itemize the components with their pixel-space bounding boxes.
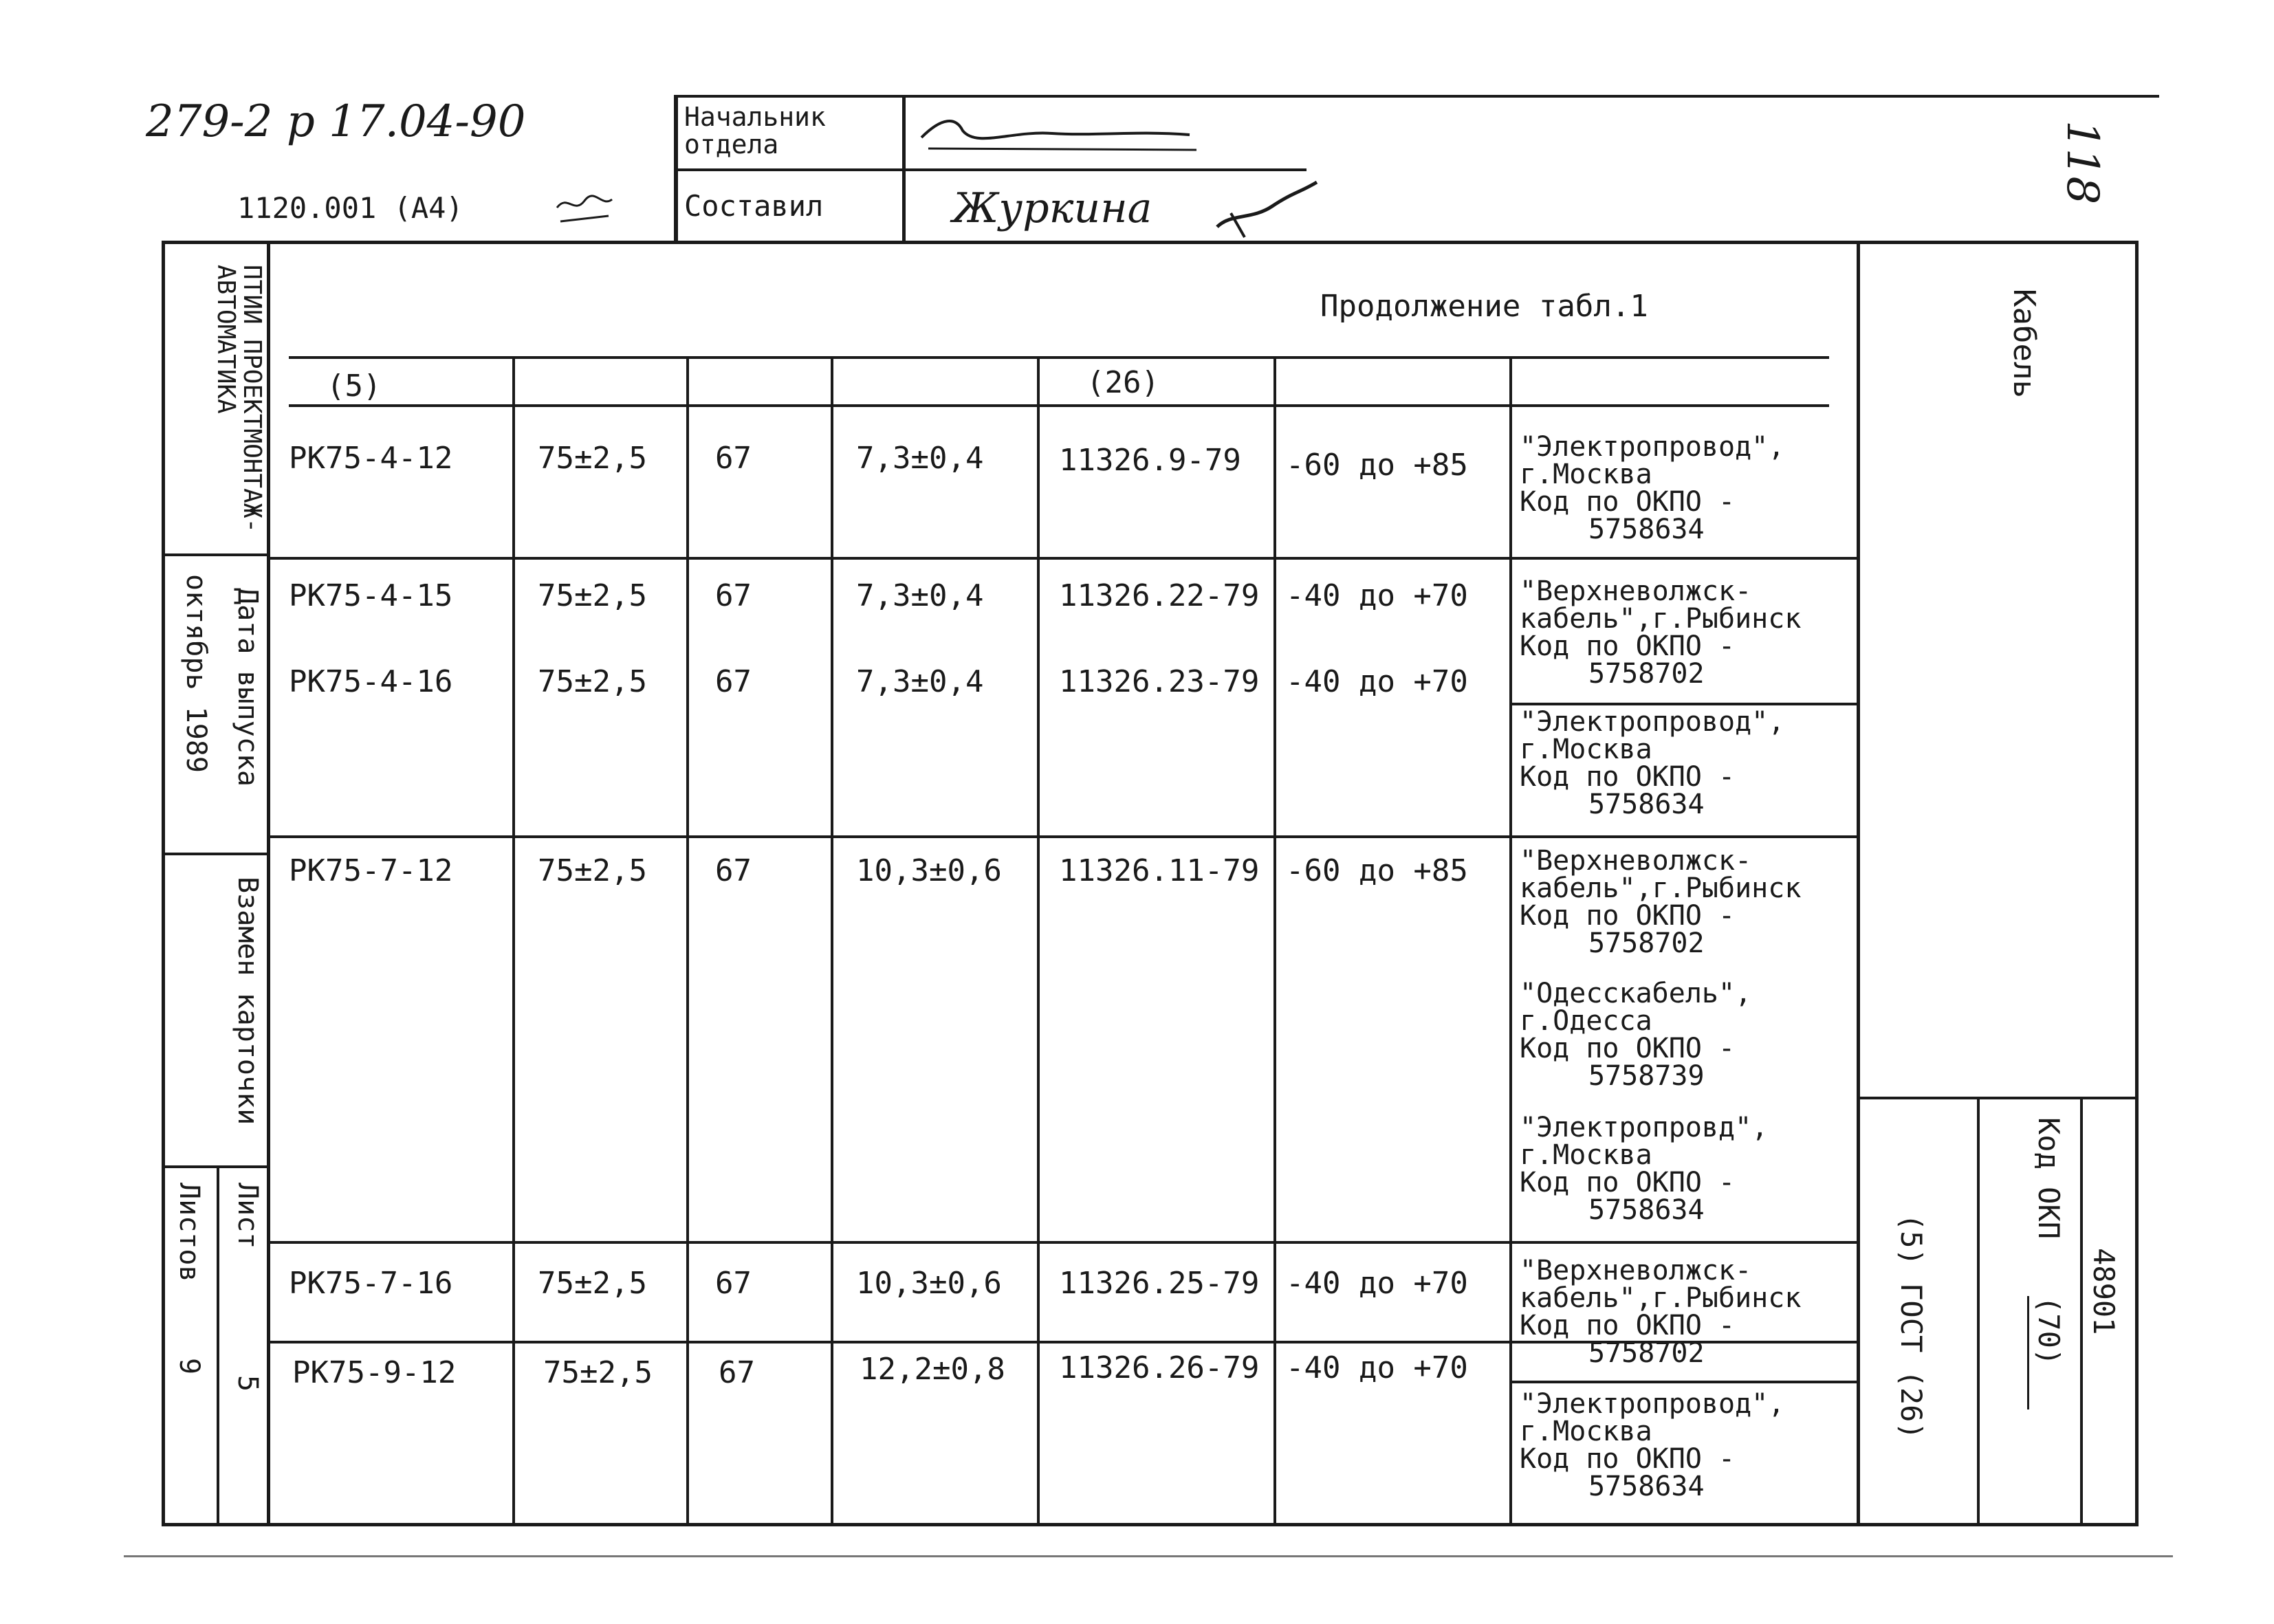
table-header-rule xyxy=(289,404,1829,407)
table-row-6-impedance: 75±2,5 xyxy=(543,1355,653,1390)
table-top-rule xyxy=(289,356,1829,359)
sheets-label: Листов xyxy=(173,1183,205,1282)
frame-right xyxy=(2135,241,2139,1526)
column-ref-spec: (26) xyxy=(1086,365,1159,400)
okp-code-underline xyxy=(2027,1296,2029,1409)
manufacturer-line: "Электропровод", xyxy=(1520,706,1785,738)
head-of-department-signature xyxy=(915,110,1203,158)
header-top-line xyxy=(674,95,2159,98)
right-margin-v1 xyxy=(1977,1097,1980,1526)
handwritten-reference: 279-2 р 17.04-90 xyxy=(146,96,526,147)
table-row-4-temp: -60 до +85 xyxy=(1286,853,1468,888)
table-row-5-temp: -40 до +70 xyxy=(1286,1266,1468,1301)
left-margin-divider xyxy=(267,241,270,1526)
manufacturer-line: г.Москва xyxy=(1520,1139,1652,1171)
table-row-5-col3: 67 xyxy=(715,1266,752,1301)
row-separator-2 xyxy=(268,835,1857,838)
manufacturer-line: г.Москва xyxy=(1520,1416,1652,1447)
table-row-1-temp: -60 до +85 xyxy=(1286,448,1468,483)
manufacturer-line: "Электропровод", xyxy=(1520,431,1785,463)
frame-left xyxy=(162,241,165,1526)
table-row-6-manufacturer-1 xyxy=(1520,1390,1784,1500)
sheet-value: 5 xyxy=(232,1375,263,1392)
table-row-6-spec: 11326.26-79 xyxy=(1059,1350,1260,1385)
gost-label: (5) ГОСТ (26) xyxy=(1894,1214,1928,1440)
table-row-1-diameter: 7,3±0,4 xyxy=(856,441,984,476)
okp-code-label: Код ОКП xyxy=(2032,1117,2066,1240)
table-row-3-manufacturer-2 xyxy=(1520,708,1784,818)
document-code: 1120.001 (A4) xyxy=(237,191,463,225)
table-row-5-spec: 11326.25-79 xyxy=(1059,1266,1260,1301)
table-row-2-spec: 11326.22-79 xyxy=(1059,578,1260,613)
table-row-4-col3: 67 xyxy=(715,853,752,888)
manufacturer-line: Код по ОКПО - xyxy=(1520,761,1736,793)
manufacturer-line: 5758702 xyxy=(1588,658,1705,690)
table-row-5-impedance: 75±2,5 xyxy=(538,1266,647,1301)
sheet-label: Лист xyxy=(232,1183,263,1249)
table-row-5-mark: РК75-7-16 xyxy=(289,1266,453,1301)
manufacturer-line: Код по ОКПО - xyxy=(1520,1033,1736,1064)
manufacturer-line: "Верхневолжск- xyxy=(1520,1255,1752,1286)
table-row-1-impedance: 75±2,5 xyxy=(538,441,647,476)
table-row-4-manufacturer-2 xyxy=(1520,980,1751,1090)
manufacturer-line: "Верхневолжск- xyxy=(1520,575,1752,607)
table-row-1-col3: 67 xyxy=(715,441,752,476)
table-caption: Продолжение табл.1 xyxy=(1320,289,1648,324)
manufacturer-line: г.Москва xyxy=(1520,459,1652,490)
table-row-1-manufacturer-1 xyxy=(1520,433,1784,543)
manufacturer-line: 5758634 xyxy=(1588,1471,1705,1502)
manufacturer-line: 5758739 xyxy=(1588,1060,1705,1092)
release-date-label: Дата выпуска xyxy=(232,588,263,787)
manufacturer-line: "Электропровд", xyxy=(1520,1112,1769,1143)
manufacturer-line: Код по ОКПО - xyxy=(1520,486,1736,518)
table-row-3-diameter: 7,3±0,4 xyxy=(856,664,984,699)
table-row-1-mark: РК75-4-12 xyxy=(289,441,453,476)
table-row-1-spec: 11326.9-79 xyxy=(1059,443,1241,478)
table-row-3-manufacturer-1 xyxy=(1520,575,1802,690)
manufacturer-line: Код по ОКПО - xyxy=(1520,1310,1736,1341)
table-row-4-manufacturer-3 xyxy=(1520,1114,1768,1224)
compiled-by-label: Составил xyxy=(684,189,824,223)
col-divider-5 xyxy=(1273,358,1276,1523)
maker-separator-2 xyxy=(1509,1381,1857,1383)
manufacturer-line: Код по ОКПО - xyxy=(1520,630,1736,662)
manufacturer-line: кабель",г.Рыбинск xyxy=(1520,1282,1802,1314)
table-row-4-impedance: 75±2,5 xyxy=(538,853,647,888)
table-row-6-temp: -40 до +70 xyxy=(1286,1350,1468,1385)
table-row-2-diameter: 7,3±0,4 xyxy=(856,578,984,613)
frame-bottom xyxy=(162,1523,2139,1526)
organization-name: ПТИИ ПРОЕКТМОНТАЖ-АВТОМАТИКА xyxy=(212,265,266,534)
table-row-4-manufacturer-1 xyxy=(1520,847,1801,957)
frame-top xyxy=(162,241,2139,244)
left-margin-h2 xyxy=(162,853,268,855)
right-margin-divider xyxy=(1857,241,1860,1526)
approval-signature xyxy=(554,187,615,235)
table-row-4-mark: РК75-7-12 xyxy=(289,853,453,888)
table-row-2-impedance: 75±2,5 xyxy=(538,578,647,613)
table-row-3-col3: 67 xyxy=(715,664,752,699)
manufacturer-line: "Верхневолжск- xyxy=(1520,845,1752,877)
left-margin-h3 xyxy=(162,1165,268,1168)
col-divider-6 xyxy=(1509,358,1512,1523)
col-divider-4 xyxy=(1037,358,1040,1523)
table-row-5-diameter: 10,3±0,6 xyxy=(856,1266,1002,1301)
maker-separator-1 xyxy=(1509,703,1857,705)
manufacturer-line: "Электропровод", xyxy=(1520,1388,1785,1420)
manufacturer-line: г.Одесса xyxy=(1520,1005,1652,1037)
table-row-4-diameter: 10,3±0,6 xyxy=(856,853,1002,888)
table-row-6-col3: 67 xyxy=(719,1355,755,1390)
table-row-3-spec: 11326.23-79 xyxy=(1059,664,1260,699)
table-row-3-temp: -40 до +70 xyxy=(1286,664,1468,699)
manufacturer-line: 5758634 xyxy=(1588,1194,1705,1226)
manufacturer-line: 5758702 xyxy=(1588,928,1705,959)
table-row-6-diameter: 12,2±0,8 xyxy=(860,1352,1005,1387)
manufacturer-line: "Одесскабель", xyxy=(1520,978,1752,1009)
manufacturer-line: Код по ОКПО - xyxy=(1520,1443,1736,1475)
frame-dotted-bottom xyxy=(124,1555,2173,1557)
row-separator-1 xyxy=(268,557,1857,560)
manufacturer-line: Код по ОКПО - xyxy=(1520,1167,1736,1198)
left-margin-sheet-divider xyxy=(217,1165,219,1526)
product-label: Кабель xyxy=(2007,289,2042,398)
column-ref-mark: (5) xyxy=(327,369,382,404)
table-row-2-mark: РК75-4-15 xyxy=(289,578,453,613)
row-separator-3 xyxy=(268,1241,1857,1244)
table-row-3-impedance: 75±2,5 xyxy=(538,664,647,699)
left-margin-h1 xyxy=(162,553,268,556)
table-row-2-temp: -40 до +70 xyxy=(1286,578,1468,613)
right-margin-v2 xyxy=(2080,1097,2083,1526)
header-mid-line xyxy=(674,168,1307,171)
manufacturer-line: кабель",г.Рыбинск xyxy=(1520,603,1802,635)
manufacturer-line: г.Москва xyxy=(1520,734,1652,765)
compiler-signature: Журкина xyxy=(952,184,1152,232)
sheets-value: 9 xyxy=(173,1358,205,1375)
replaces-card-label: Взамен карточки xyxy=(232,877,263,1126)
table-row-2-col3: 67 xyxy=(715,578,752,613)
col-divider-3 xyxy=(831,358,833,1523)
manufacturer-line: 5758634 xyxy=(1588,789,1705,820)
table-row-3-mark: РК75-4-16 xyxy=(289,664,453,699)
table-row-6-mark: РК75-9-12 xyxy=(292,1355,457,1390)
okp-code-value: 48901 xyxy=(2087,1248,2121,1335)
right-margin-h1 xyxy=(1857,1097,2139,1099)
manufacturer-line: 5758702 xyxy=(1588,1337,1705,1369)
page-number-handwritten: 118 xyxy=(2057,120,2108,205)
compiler-flourish xyxy=(1210,172,1320,241)
col-divider-2 xyxy=(686,358,689,1523)
manufacturer-line: 5758634 xyxy=(1588,514,1705,545)
col-divider-1 xyxy=(512,358,515,1523)
table-row-4-spec: 11326.11-79 xyxy=(1059,853,1260,888)
table-row-5-manufacturer-1 xyxy=(1520,1257,1801,1367)
manufacturer-line: Код по ОКПО - xyxy=(1520,900,1736,932)
head-of-department-label: Начальник отдела xyxy=(684,102,826,160)
okp-code-ref: (70) xyxy=(2032,1296,2066,1366)
release-date-value: октябрь 1989 xyxy=(180,574,212,773)
manufacturer-line: кабель",г.Рыбинск xyxy=(1520,873,1802,904)
